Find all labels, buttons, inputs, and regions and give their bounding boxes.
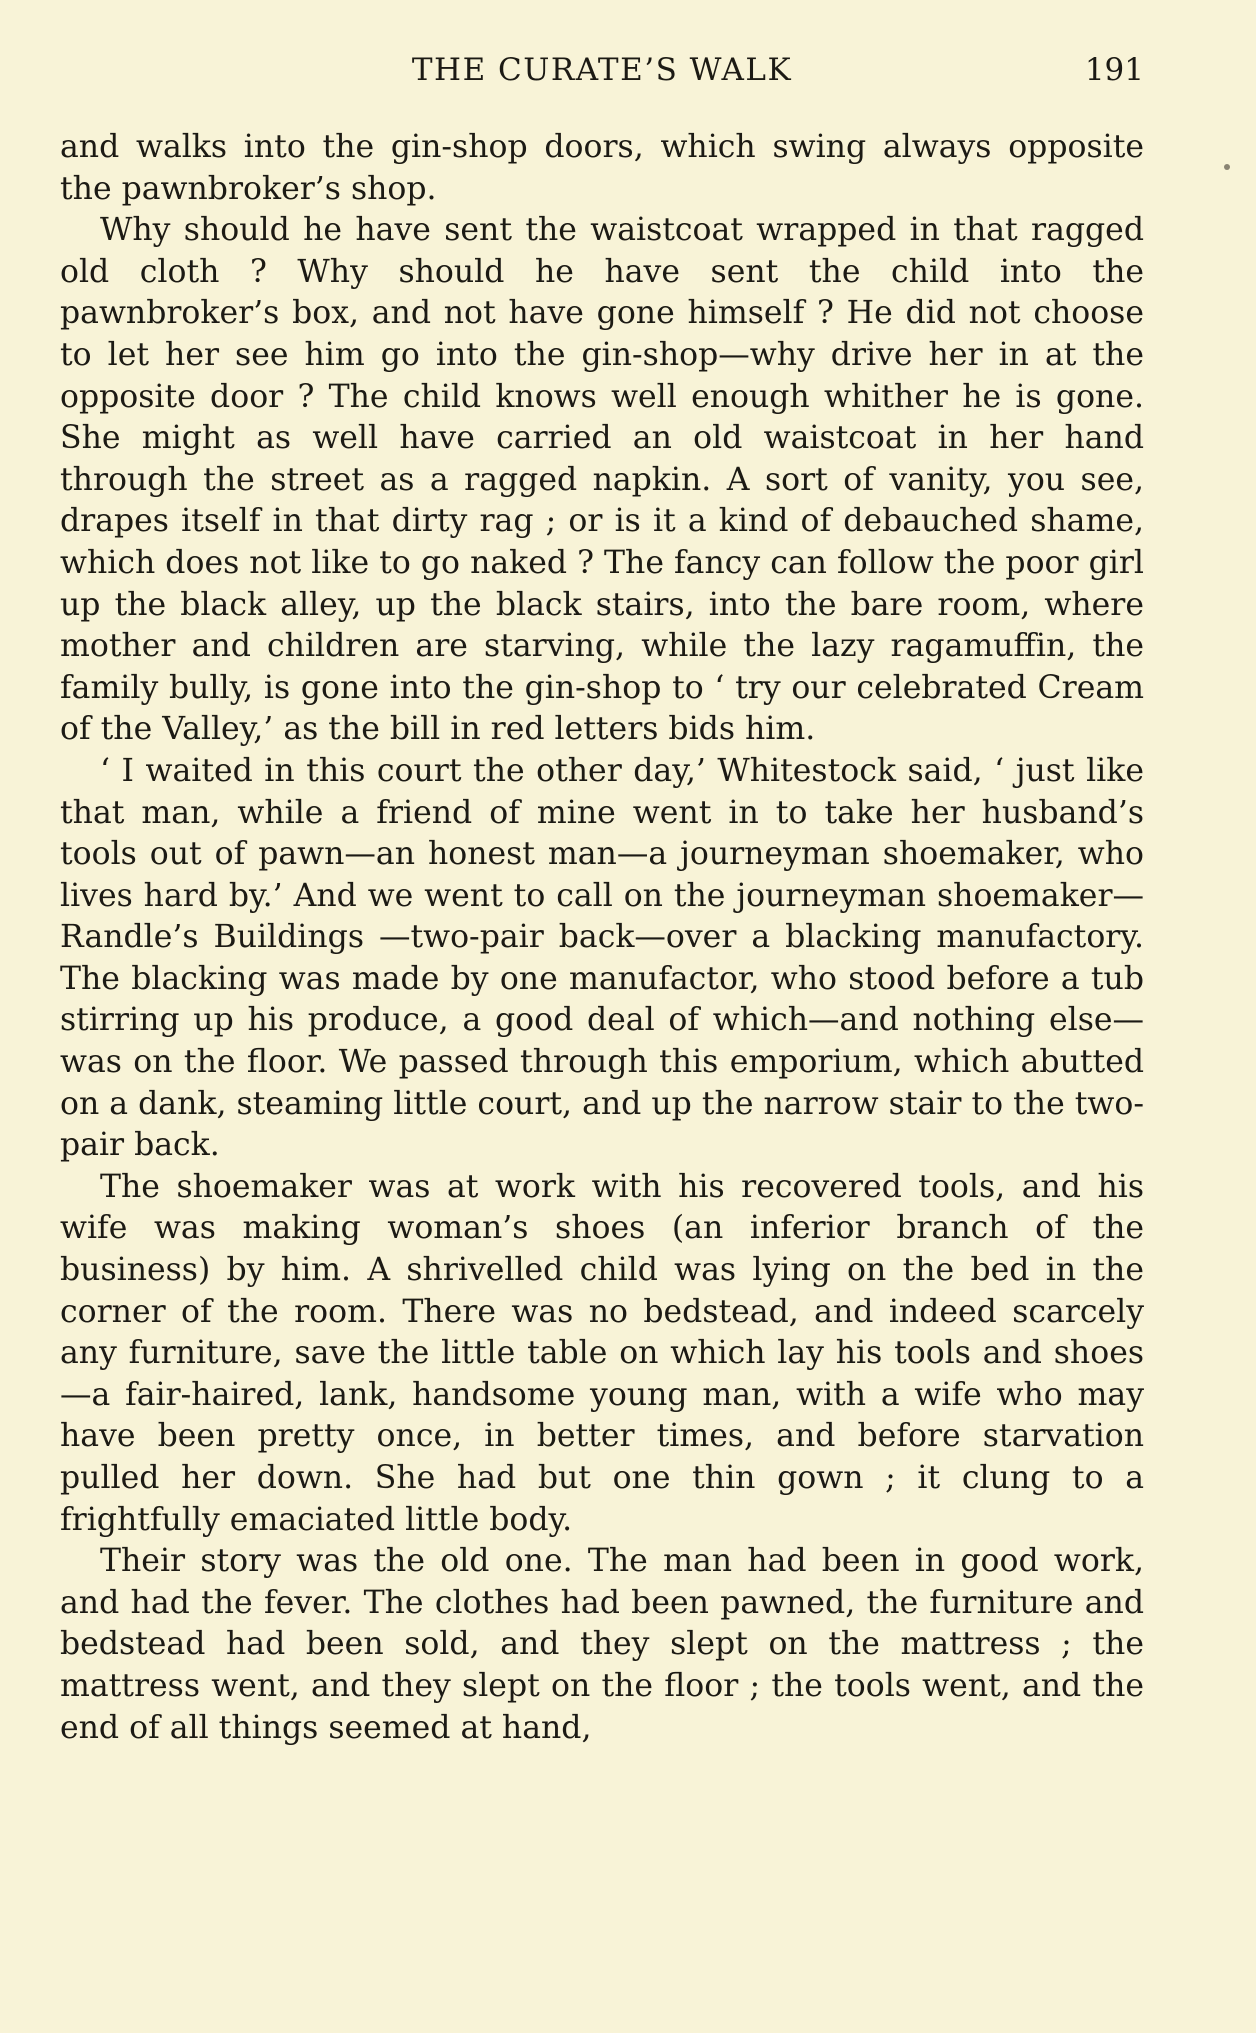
paragraph: Why should he have sent the waistcoat wrapped in that ragged old cloth ? Why should he have sent the child into the pawnbroker’s box, and not have gone himself ? He did not choose to let her see him go into the gin-shop—why drive her in at the opposite door ? The child knows well enough whither he is gone. She might as well have carried an old waistcoat in her hand through the street as a ragged napkin. A sort of vanity, you see, drapes itself in that dirty rag ; or is it a kind of debauched shame, which does not like to go naked ? The fancy can follow the poor girl up the black alley, up the black stairs, into the bare room, where mother and children are starving, while the lazy ragamuffin, the family bully, is gone into the gin-shop to ‘ try our celebrated Cream of the Valley,’ as the bill in red letters bids him. [60,212,1144,748]
page-number: 191 [1084,52,1144,88]
paragraph: and walks into the gin-shop doors, which swing always opposite the pawnbroker’s shop. [60,129,1144,207]
running-title: THE CURATE’S WALK [411,52,793,88]
paragraph: The shoemaker was at work with his recovered tools, and his wife was making woman’s shoes (an inferior branch of the business) by him. A shrivelled child was lying on the bed in the corner of the room. There was no bedstead, and indeed scarcely any furniture, save the little table on which lay his tools and shoes—a fair-haired, lank, handsome young man, with a wife who may have been pretty once, in better times, and before starvation pulled her down. She had but one thin gown ; it clung to a frightfully emaciated little body. [60,1168,1144,1538]
paragraph: Their story was the old one. The man had been in good work, and had the fever. The clothes had been pawned, the furniture and bedstead had been sold, and they slept on the mattress ; the mattress went, and they slept on the floor ; the tools went, and the end of all things seemed at hand, [60,1543,1144,1746]
ink-speck [1224,164,1230,170]
page-header [60,52,1144,92]
body-text [60,127,1144,1749]
paragraph: ‘ I waited in this court the other day,’ Whitestock said, ‘ just like that man, while a friend of mine went in to take her husband’s tools out of pawn—an honest man—a journeyman shoemaker, who lives hard by.’ And we went to call on the journeyman shoemaker—Randle’s Buildings —two-pair back—over a blacking manufactory. The blacking was made by one manufactor, who stood before a tub stirring up his produce, a good deal of which—and nothing else—was on the floor. We passed through this emporium, which abutted on a dank, steaming little court, and up the narrow stair to the two-pair back. [60,752,1144,1164]
